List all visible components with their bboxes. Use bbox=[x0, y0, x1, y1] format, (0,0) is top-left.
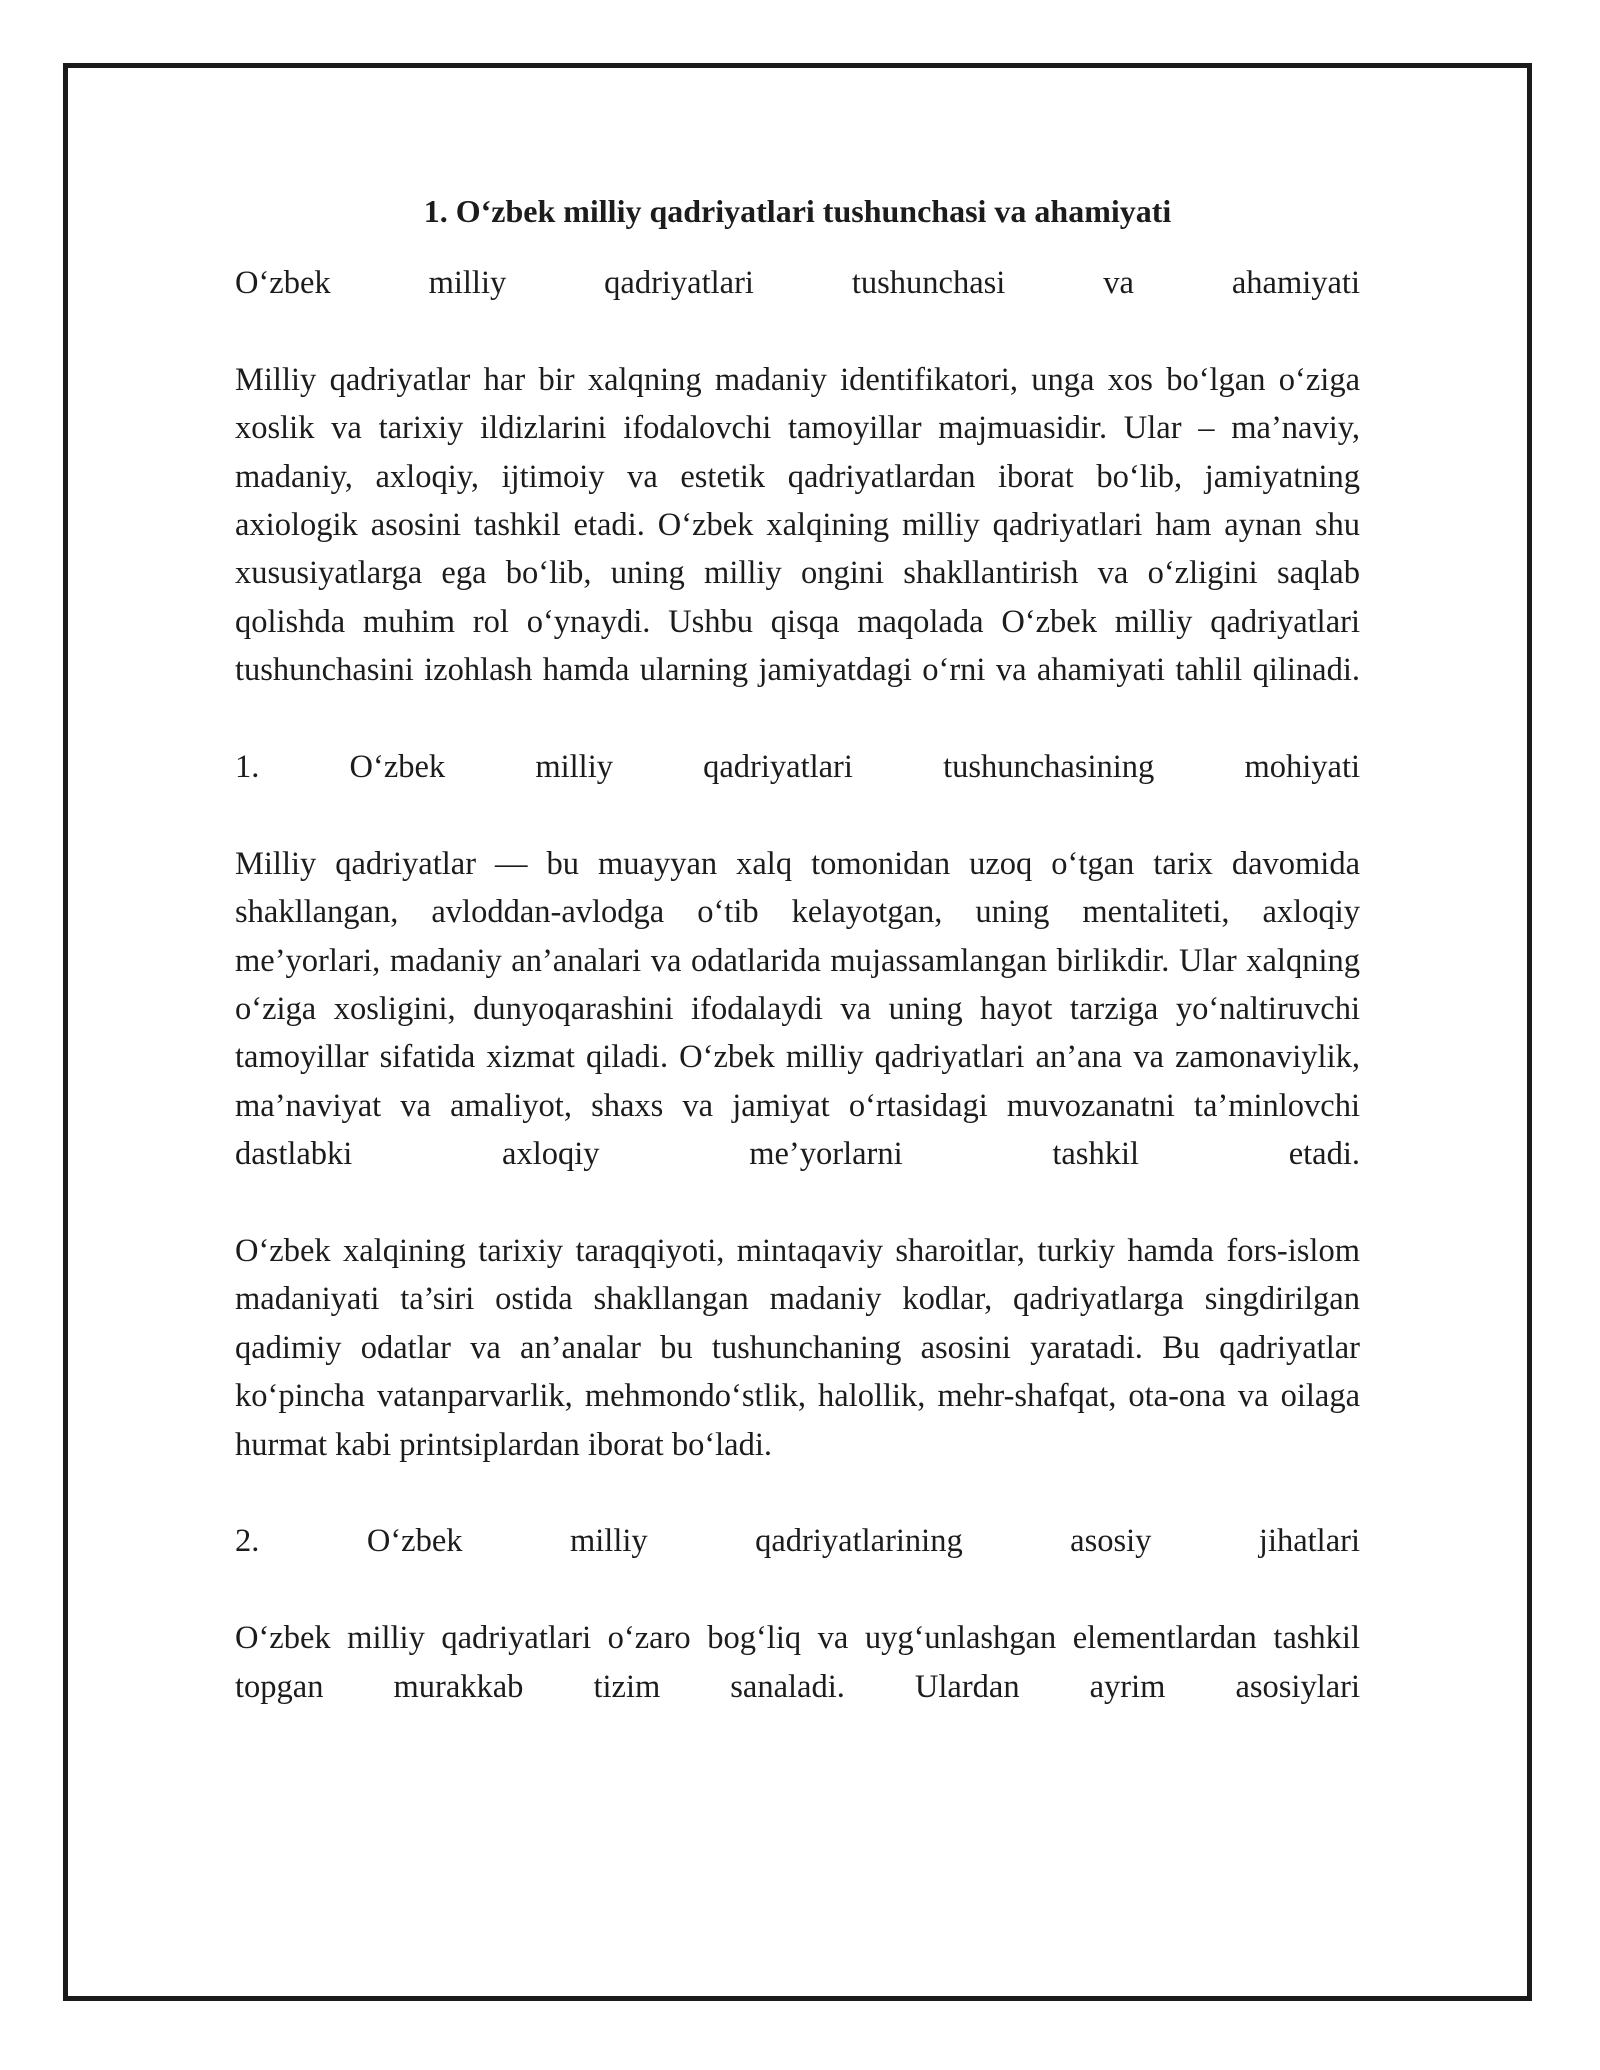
paragraph-history: O‘zbek xalqining tarixiy taraqqiyoti, mintaqaviy sharoitlar, turkiy hamda fors-islom madaniyati ta’siri ostida shakllangan madaniy kodlar, qadriyatlarga singdirilgan qadimiy odatlar va an’analar bu tushunchaning asosini yaratadi. Bu qadriyatlar ko‘pincha vatanparvarlik, mehmondo‘stlik, halollik, mehr-shafqat, ota-ona va oilaga hurmat kabi printsiplardan iborat bo‘ladi. bbox=[235, 1233, 1360, 1463]
section-heading-2: 2. O‘zbek milliy qadriyatlarining asosiy jihatlari bbox=[235, 1523, 1360, 1560]
paragraph-definition: Milliy qadriyatlar — bu muayyan xalq tomonidan uzoq o‘tgan tarix davomida shakllangan, avloddan-avlodga o‘tib kelayotgan, uning mentaliteti, axloqiy me’yorlari, madaniy an’analari va odatlarida mujassamlangan birlikdir. Ular xalqning o‘ziga xosligini, dunyoqarashini ifodalaydi va uning hayot tarziga yo‘naltiruvchi tamoyillar sifatida xizmat qiladi. O‘zbek milliy qadriyatlari an’ana va zamonaviylik, ma’naviyat va amaliyot, shaxs va jamiyat o‘rtasidagi muvozanatni ta’minlovchi dastlabki axloqiy me’yorlarni tashkil etadi. bbox=[235, 845, 1360, 1173]
paragraph-spacer bbox=[235, 307, 1360, 355]
document-subtitle: O‘zbek milliy qadriyatlari tushunchasi va ahamiyati bbox=[235, 265, 1360, 301]
paragraph-spacer bbox=[235, 1469, 1360, 1517]
paragraph-spacer bbox=[235, 695, 1360, 743]
paragraph-intro: Milliy qadriyatlar har bir xalqning madaniy identifikatori, unga xos bo‘lgan o‘ziga xoslik va tarixiy ildizlarini ifodalovchi tamoyillar majmuasidir. Ular – ma’naviy, madaniy, axloqiy, ijtimoiy va estetik qadriyatlardan iborat bo‘lib, jamiyatning axiologik asosini tashkil etadi. O‘zbek xalqining milliy qadriyatlari ham aynan shu xususiyatlarga ega bo‘lib, uning milliy ongini shakllantirish va o‘zligini saqlab qolishda muhim rol o‘ynaydi. Ushbu qisqa maqolada O‘zbek milliy qadriyatlari tushunchasini izohlash hamda ularning jamiyatdagi o‘rni va ahamiyati tahlil qilinadi. bbox=[235, 361, 1360, 689]
section-heading-1: 1. O‘zbek milliy qadriyatlari tushunchasining mohiyati bbox=[235, 749, 1360, 786]
document-body bbox=[235, 187, 1360, 1711]
paragraph-spacer bbox=[235, 1566, 1360, 1614]
document-title: 1. O‘zbek milliy qadriyatlari tushunchasi va ahamiyati bbox=[423, 193, 1172, 229]
paragraph-spacer bbox=[235, 1179, 1360, 1227]
paragraph-aspects: O‘zbek milliy qadriyatlari o‘zaro bog‘liq va uyg‘unlashgan elementlardan tashkil topgan murakkab tizim sanaladi. Ulardan ayrim asosiylari bbox=[235, 1620, 1360, 1705]
paragraph-spacer bbox=[235, 791, 1360, 839]
